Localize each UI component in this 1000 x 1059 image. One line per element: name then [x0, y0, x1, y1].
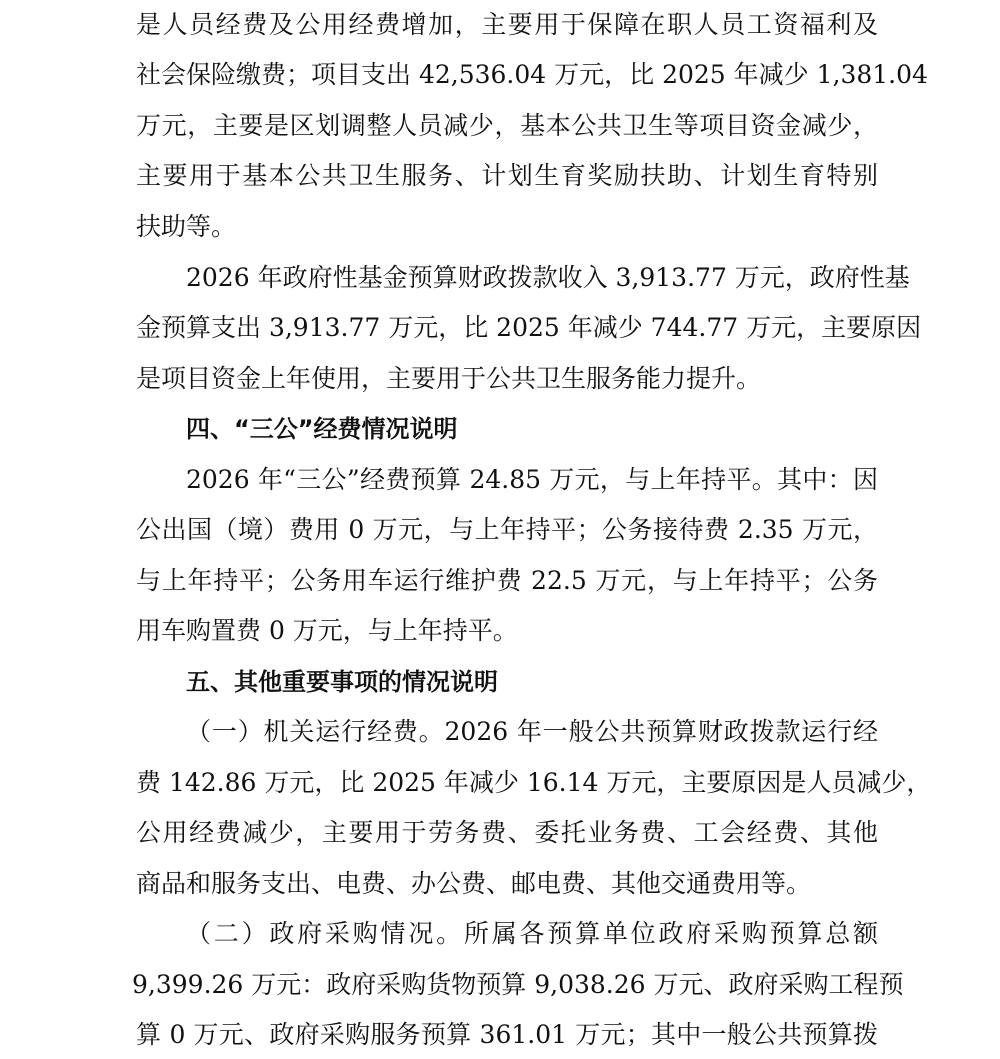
- paragraph-line: （二）政府采购情况。所属各预算单位政府采购预算总额: [186, 919, 878, 948]
- paragraph-line: 商品和服务支出、电费、办公费、邮电费、其他交通费用等。: [136, 869, 812, 898]
- section-heading: 五、其他重要事项的情况说明: [186, 668, 498, 696]
- paragraph-line: 万元，主要是区划调整人员减少，基本公共卫生等项目资金减少，: [136, 111, 878, 140]
- paragraph-line: 是项目资金上年使用，主要用于公共卫生服务能力提升。: [136, 364, 762, 393]
- paragraph-line: 社会保险缴费；项目支出 42,536.04 万元，比 2025 年减少 1,381.04: [136, 60, 928, 89]
- paragraph-line: 与上年持平；公务用车运行维护费 22.5 万元，与上年持平；公务: [136, 566, 878, 595]
- section-heading: 四、“三公”经费情况说明: [186, 415, 458, 443]
- paragraph-line: 公用经费减少，主要用于劳务费、委托业务费、工会经费、其他: [136, 818, 878, 847]
- paragraph-line: 公出国（境）费用 0 万元，与上年持平；公务接待费 2.35 万元，: [136, 515, 878, 544]
- paragraph-line: 是人员经费及公用经费增加，主要用于保障在职人员工资福利及: [136, 10, 878, 39]
- paragraph-line: 扶助等。: [136, 212, 237, 241]
- paragraph-line: 2026 年政府性基金预算财政拨款收入 3,913.77 万元，政府性基: [186, 263, 910, 292]
- paragraph-line: 2026 年“三公”经费预算 24.85 万元，与上年持平。其中：因: [186, 465, 878, 494]
- paragraph-line: （一）机关运行经费。2026 年一般公共预算财政拨款运行经: [186, 717, 878, 746]
- paragraph-line: 费 142.86 万元，比 2025 年减少 16.14 万元，主要原因是人员减少，: [136, 768, 932, 797]
- paragraph-line: 9,399.26 万元：政府采购货物预算 9,038.26 万元、政府采购工程预: [132, 970, 904, 999]
- paragraph-line: 金预算支出 3,913.77 万元，比 2025 年减少 744.77 万元，主要原因: [136, 313, 922, 342]
- paragraph-line: 算 0 万元、政府采购服务预算 361.01 万元；其中一般公共预算拨: [136, 1020, 878, 1049]
- paragraph-line: 主要用于基本公共卫生服务、计划生育奖励扶助、计划生育特别: [136, 161, 878, 190]
- paragraph-line: 用车购置费 0 万元，与上年持平。: [136, 616, 518, 645]
